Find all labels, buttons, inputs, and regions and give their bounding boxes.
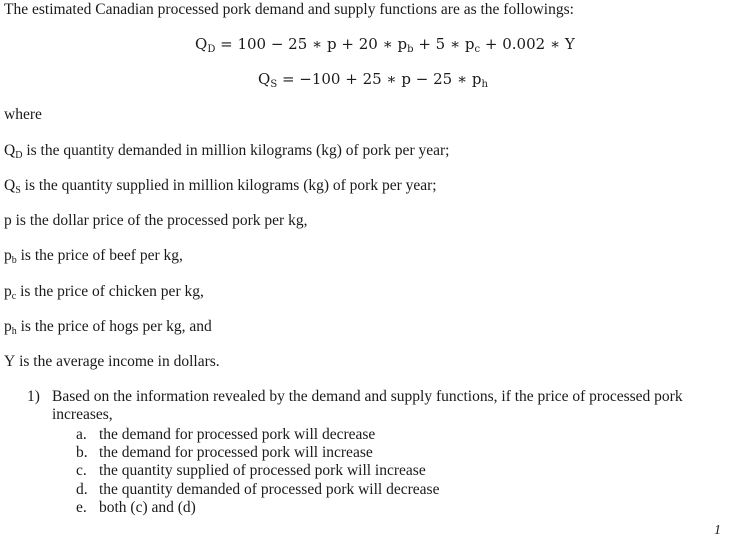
question-number: 1) [27,388,40,405]
definition-sub: D [15,150,23,161]
definition-y [4,353,220,372]
demand-equation [195,35,575,55]
definition-text: is the quantity supplied in million kilograms (kg) of pork per year; [20,177,437,194]
definition-pc [4,283,204,302]
option-letter: e. [76,499,87,516]
demand-term-2: + 5 ∗ p [413,35,475,53]
option-b-text: the demand for processed pork will increase [99,444,373,461]
option-d-text: the quantity demanded of processed pork will decrease [99,481,440,498]
definition-symbol: p [4,212,12,229]
demand-lhs: Q [195,35,208,53]
demand-sub-c: c [474,44,481,55]
definition-p [4,212,307,231]
definition-qs [4,177,437,196]
supply-lhs: Q [258,70,271,88]
option-e-text: both (c) and (d) [99,499,196,516]
demand-term-1: = 100 − 25 ∗ p + 20 ∗ p [215,35,408,53]
option-letter: d. [76,481,88,498]
question-text: Based on the information revealed by the demand and supply functions, if the price of processed pork increases, [52,388,683,423]
option-c-text: the quantity supplied of processed pork will increase [99,462,426,479]
intro-text: The estimated Canadian processed pork demand and supply functions are as the followings: [4,1,574,18]
definition-symbol: p [4,318,12,335]
page-number: 1 [714,523,721,538]
definition-symbol: p [4,247,12,264]
definition-qd [4,142,449,161]
option-letter: a. [76,426,87,443]
where-label: where [4,106,42,123]
demand-lhs-sub: D [207,44,216,55]
definition-text: is the price of hogs per kg, and [16,318,212,335]
supply-sub-h: h [481,79,488,90]
definition-text: is the quantity demanded in million kilograms (kg) of pork per year; [22,142,450,159]
definition-text: is the price of chicken per kg, [16,283,204,300]
option-letter: b. [76,444,88,461]
option-letter: c. [76,462,87,479]
supply-lhs-sub: S [270,79,278,90]
definition-sub: h [11,326,17,337]
definition-sub: S [15,185,21,196]
definition-symbol: Q [4,142,16,159]
definition-symbol: p [4,283,12,300]
demand-term-3: + 0.002 ∗ Y [480,35,575,53]
definition-symbol: Y [4,353,16,370]
definition-sub: c [11,291,17,302]
demand-sub-b: b [407,44,414,55]
definition-text: is the average income in dollars. [15,353,220,370]
definition-text: is the dollar price of the processed pork per kg, [11,212,308,229]
definition-pb [4,247,183,266]
definition-symbol: Q [4,177,16,194]
definition-text: is the price of beef per kg, [16,247,183,264]
definition-sub: b [11,255,17,266]
supply-term-1: = −100 + 25 ∗ p − 25 ∗ p [277,70,482,88]
supply-equation [258,70,488,90]
option-a-text: the demand for processed pork will decrease [99,426,376,443]
definition-ph [4,318,212,337]
